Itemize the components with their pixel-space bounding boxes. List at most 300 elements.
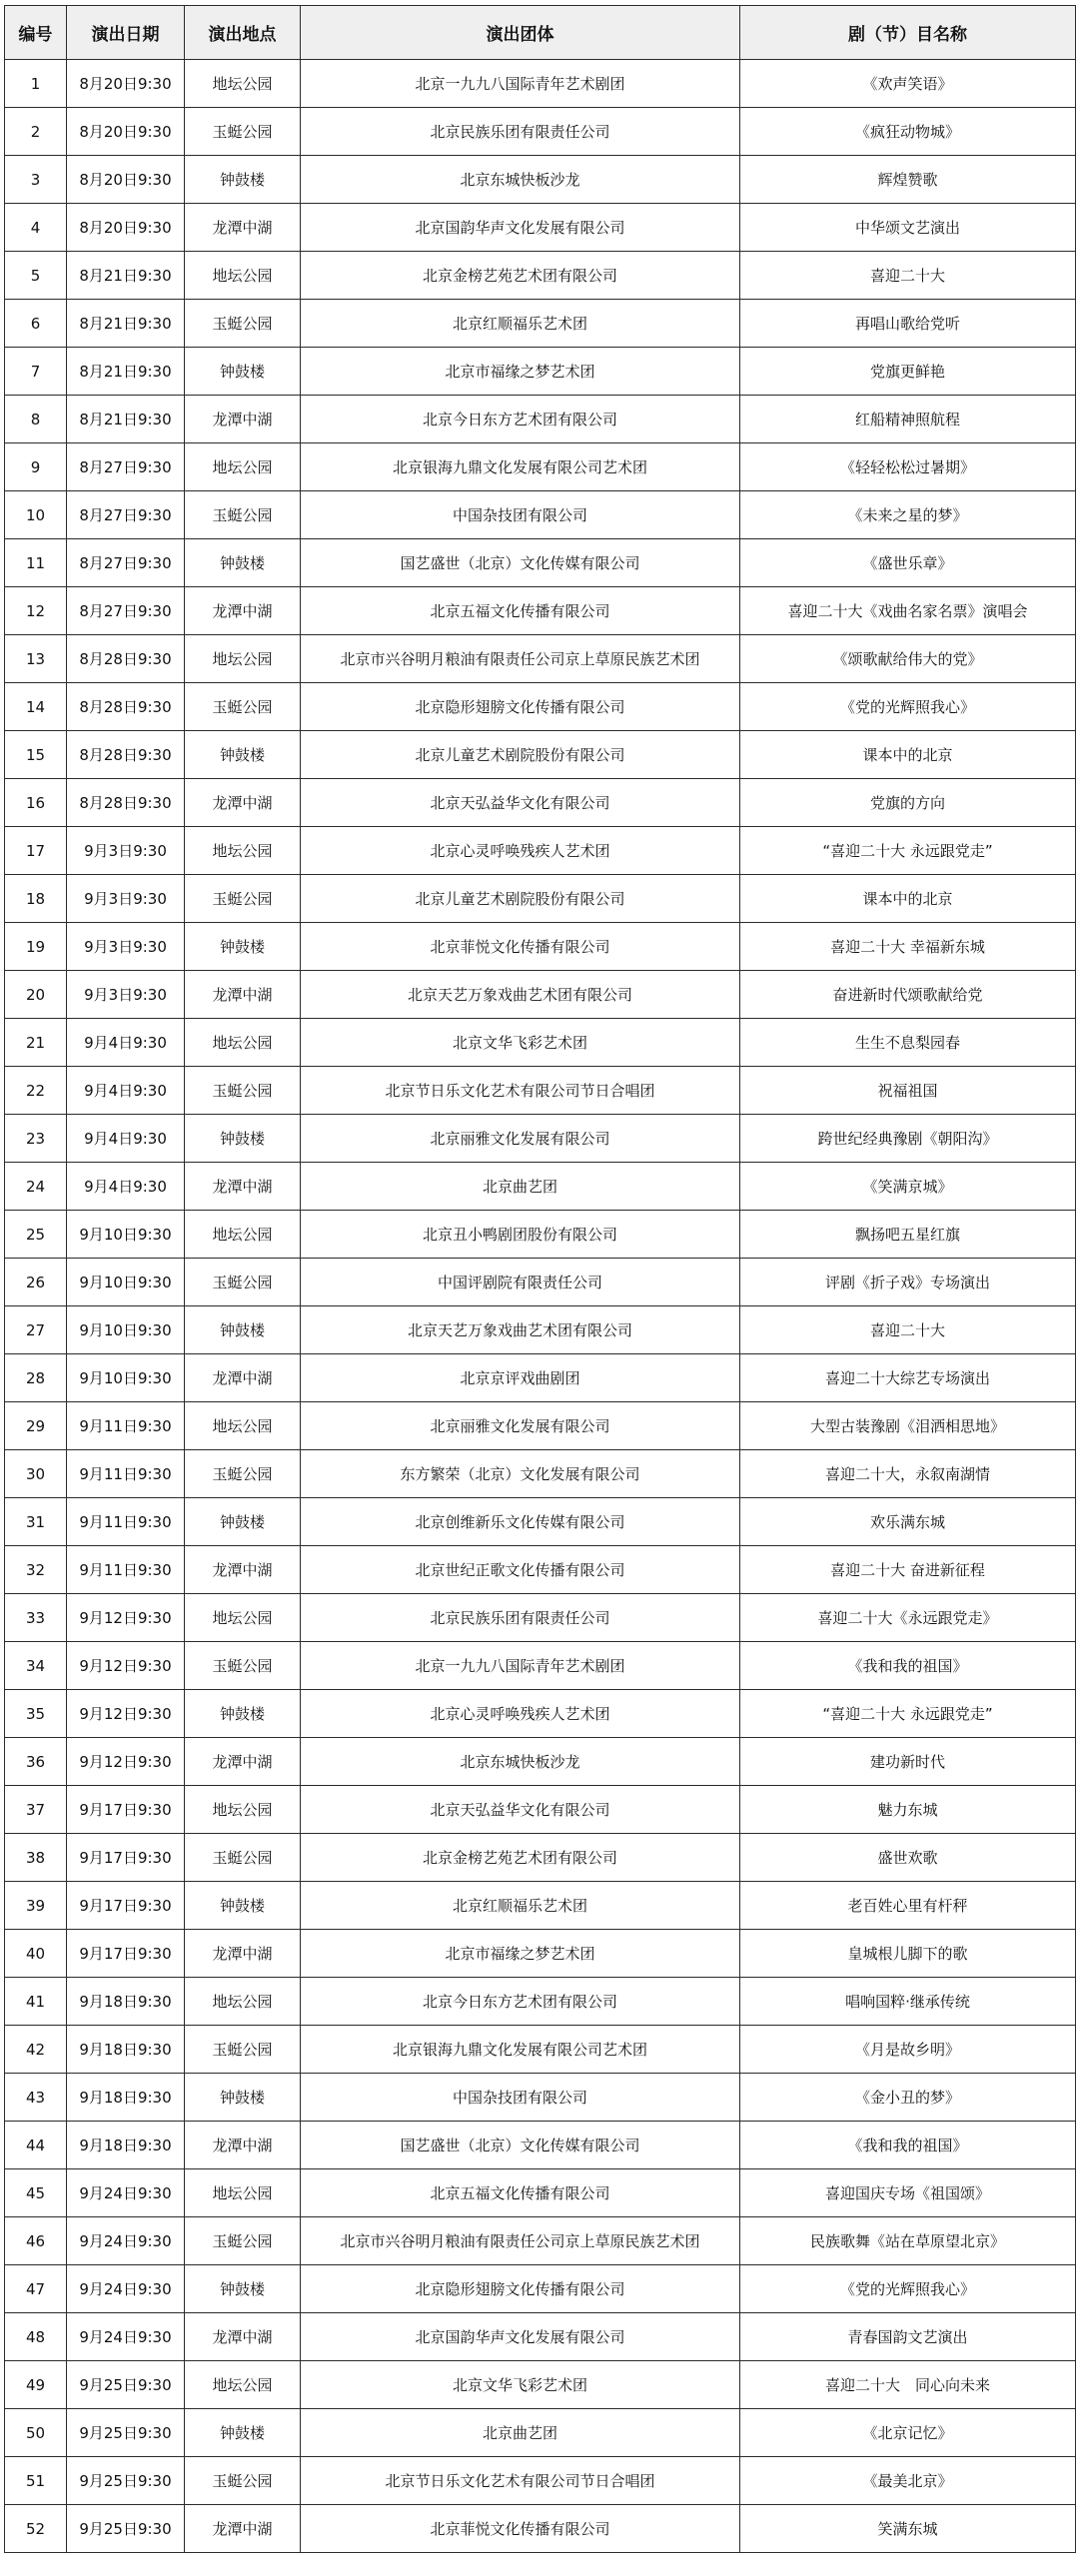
cell-program: 党旗更鲜艳 bbox=[740, 348, 1076, 396]
cell-program: 青春国韵文艺演出 bbox=[740, 2313, 1076, 2361]
cell-number: 24 bbox=[5, 1163, 67, 1211]
table-row bbox=[5, 2265, 1076, 2313]
table-row bbox=[5, 539, 1076, 587]
cell-number: 30 bbox=[5, 1450, 67, 1498]
cell-venue: 地坛公园 bbox=[185, 2169, 301, 2217]
cell-venue: 地坛公园 bbox=[185, 1594, 301, 1642]
cell-date: 9月11日9:30 bbox=[67, 1498, 185, 1546]
cell-troupe: 北京文华飞彩艺术团 bbox=[301, 1019, 740, 1067]
cell-venue: 玉蜓公园 bbox=[185, 1834, 301, 1882]
cell-venue: 地坛公园 bbox=[185, 827, 301, 875]
cell-date: 9月4日9:30 bbox=[67, 1115, 185, 1163]
cell-troupe: 北京心灵呼唤残疾人艺术团 bbox=[301, 1690, 740, 1738]
table-row bbox=[5, 2409, 1076, 2457]
header-date: 演出日期 bbox=[67, 6, 185, 60]
cell-number: 37 bbox=[5, 1786, 67, 1834]
table-row bbox=[5, 443, 1076, 491]
cell-venue: 地坛公园 bbox=[185, 1019, 301, 1067]
cell-venue: 龙潭中湖 bbox=[185, 971, 301, 1019]
cell-program: 大型古装豫剧《泪洒相思地》 bbox=[740, 1402, 1076, 1450]
cell-program: 喜迎国庆专场《祖国颂》 bbox=[740, 2169, 1076, 2217]
cell-venue: 龙潭中湖 bbox=[185, 587, 301, 635]
cell-date: 8月21日9:30 bbox=[67, 396, 185, 443]
cell-program: 课本中的北京 bbox=[740, 875, 1076, 923]
cell-number: 13 bbox=[5, 635, 67, 683]
cell-troupe: 北京民族乐团有限责任公司 bbox=[301, 108, 740, 156]
cell-program: 祝福祖国 bbox=[740, 1067, 1076, 1115]
cell-program: 《盛世乐章》 bbox=[740, 539, 1076, 587]
cell-program: 魅力东城 bbox=[740, 1786, 1076, 1834]
cell-date: 8月21日9:30 bbox=[67, 252, 185, 300]
cell-date: 9月4日9:30 bbox=[67, 1067, 185, 1115]
table-row bbox=[5, 779, 1076, 827]
cell-venue: 地坛公园 bbox=[185, 1786, 301, 1834]
table-row bbox=[5, 348, 1076, 396]
cell-number: 52 bbox=[5, 2505, 67, 2553]
header-venue: 演出地点 bbox=[185, 6, 301, 60]
cell-program: “喜迎二十大 永远跟党走” bbox=[740, 827, 1076, 875]
cell-program: 《欢声笑语》 bbox=[740, 60, 1076, 108]
cell-venue: 地坛公园 bbox=[185, 1402, 301, 1450]
cell-number: 19 bbox=[5, 923, 67, 971]
cell-number: 34 bbox=[5, 1642, 67, 1690]
cell-troupe: 北京红顺福乐艺术团 bbox=[301, 300, 740, 348]
cell-program: 《我和我的祖国》 bbox=[740, 2122, 1076, 2169]
cell-troupe: 北京红顺福乐艺术团 bbox=[301, 1882, 740, 1930]
table-row bbox=[5, 1211, 1076, 1259]
cell-venue: 玉蜓公园 bbox=[185, 875, 301, 923]
cell-date: 8月28日9:30 bbox=[67, 683, 185, 731]
cell-troupe: 东方繁荣（北京）文化发展有限公司 bbox=[301, 1450, 740, 1498]
cell-number: 5 bbox=[5, 252, 67, 300]
cell-troupe: 北京创维新乐文化传媒有限公司 bbox=[301, 1498, 740, 1546]
table-row bbox=[5, 2074, 1076, 2122]
cell-date: 9月18日9:30 bbox=[67, 2122, 185, 2169]
cell-program: 跨世纪经典豫剧《朝阳沟》 bbox=[740, 1115, 1076, 1163]
cell-date: 8月27日9:30 bbox=[67, 539, 185, 587]
cell-date: 8月20日9:30 bbox=[67, 156, 185, 204]
cell-venue: 龙潭中湖 bbox=[185, 1163, 301, 1211]
header-program: 剧（节）目名称 bbox=[740, 6, 1076, 60]
table-row bbox=[5, 1642, 1076, 1690]
table-row bbox=[5, 2122, 1076, 2169]
header-number: 编号 bbox=[5, 6, 67, 60]
header-row bbox=[5, 6, 1076, 60]
cell-venue: 龙潭中湖 bbox=[185, 396, 301, 443]
cell-number: 6 bbox=[5, 300, 67, 348]
table-row bbox=[5, 60, 1076, 108]
table-row bbox=[5, 2026, 1076, 2074]
cell-date: 9月3日9:30 bbox=[67, 827, 185, 875]
cell-date: 9月12日9:30 bbox=[67, 1594, 185, 1642]
cell-date: 9月11日9:30 bbox=[67, 1546, 185, 1594]
cell-number: 11 bbox=[5, 539, 67, 587]
cell-troupe: 北京东城快板沙龙 bbox=[301, 156, 740, 204]
cell-number: 35 bbox=[5, 1690, 67, 1738]
cell-program: 喜迎二十大综艺专场演出 bbox=[740, 1354, 1076, 1402]
cell-venue: 地坛公园 bbox=[185, 443, 301, 491]
table-row bbox=[5, 1786, 1076, 1834]
table-row bbox=[5, 252, 1076, 300]
cell-date: 9月17日9:30 bbox=[67, 1786, 185, 1834]
table-row bbox=[5, 1259, 1076, 1306]
cell-program: 《党的光辉照我心》 bbox=[740, 683, 1076, 731]
cell-date: 9月10日9:30 bbox=[67, 1354, 185, 1402]
cell-program: 喜迎二十大，永叙南湖情 bbox=[740, 1450, 1076, 1498]
cell-date: 9月17日9:30 bbox=[67, 1882, 185, 1930]
table-row bbox=[5, 731, 1076, 779]
cell-number: 22 bbox=[5, 1067, 67, 1115]
cell-number: 40 bbox=[5, 1930, 67, 1978]
cell-troupe: 北京丽雅文化发展有限公司 bbox=[301, 1115, 740, 1163]
cell-venue: 钟鼓楼 bbox=[185, 1882, 301, 1930]
cell-venue: 玉蜓公园 bbox=[185, 108, 301, 156]
cell-venue: 玉蜓公园 bbox=[185, 491, 301, 539]
cell-troupe: 中国杂技团有限公司 bbox=[301, 491, 740, 539]
cell-program: 喜迎二十大 同心向未来 bbox=[740, 2361, 1076, 2409]
cell-troupe: 北京今日东方艺术团有限公司 bbox=[301, 396, 740, 443]
cell-program: 喜迎二十大《戏曲名家名票》演唱会 bbox=[740, 587, 1076, 635]
cell-venue: 钟鼓楼 bbox=[185, 1690, 301, 1738]
cell-troupe: 北京文华飞彩艺术团 bbox=[301, 2361, 740, 2409]
table-row bbox=[5, 875, 1076, 923]
cell-number: 3 bbox=[5, 156, 67, 204]
cell-troupe: 北京五福文化传播有限公司 bbox=[301, 2169, 740, 2217]
cell-venue: 玉蜓公园 bbox=[185, 2457, 301, 2505]
cell-number: 18 bbox=[5, 875, 67, 923]
cell-date: 8月20日9:30 bbox=[67, 108, 185, 156]
cell-venue: 钟鼓楼 bbox=[185, 539, 301, 587]
table-row bbox=[5, 827, 1076, 875]
cell-date: 9月10日9:30 bbox=[67, 1306, 185, 1354]
cell-number: 16 bbox=[5, 779, 67, 827]
cell-troupe: 中国杂技团有限公司 bbox=[301, 2074, 740, 2122]
cell-date: 9月24日9:30 bbox=[67, 2313, 185, 2361]
cell-date: 8月21日9:30 bbox=[67, 300, 185, 348]
cell-number: 10 bbox=[5, 491, 67, 539]
cell-program: “喜迎二十大 永远跟党走” bbox=[740, 1690, 1076, 1738]
cell-number: 23 bbox=[5, 1115, 67, 1163]
cell-troupe: 国艺盛世（北京）文化传媒有限公司 bbox=[301, 2122, 740, 2169]
table-row bbox=[5, 1930, 1076, 1978]
cell-program: 党旗的方向 bbox=[740, 779, 1076, 827]
cell-date: 8月28日9:30 bbox=[67, 635, 185, 683]
table-row bbox=[5, 2217, 1076, 2265]
cell-program: 皇城根儿脚下的歌 bbox=[740, 1930, 1076, 1978]
cell-program: 喜迎二十大 bbox=[740, 1306, 1076, 1354]
cell-program: 盛世欢歌 bbox=[740, 1834, 1076, 1882]
cell-date: 8月20日9:30 bbox=[67, 204, 185, 252]
table-row bbox=[5, 1163, 1076, 1211]
cell-troupe: 北京京评戏曲剧团 bbox=[301, 1354, 740, 1402]
cell-venue: 地坛公园 bbox=[185, 1978, 301, 2026]
table-row bbox=[5, 587, 1076, 635]
cell-number: 7 bbox=[5, 348, 67, 396]
cell-number: 9 bbox=[5, 443, 67, 491]
header-troupe: 演出团体 bbox=[301, 6, 740, 60]
cell-date: 9月12日9:30 bbox=[67, 1690, 185, 1738]
cell-date: 9月18日9:30 bbox=[67, 2074, 185, 2122]
table-row bbox=[5, 1067, 1076, 1115]
cell-date: 9月12日9:30 bbox=[67, 1738, 185, 1786]
cell-program: 喜迎二十大 bbox=[740, 252, 1076, 300]
cell-program: 喜迎二十大 奋进新征程 bbox=[740, 1546, 1076, 1594]
cell-troupe: 国艺盛世（北京）文化传媒有限公司 bbox=[301, 539, 740, 587]
cell-program: 《金小丑的梦》 bbox=[740, 2074, 1076, 2122]
table-row bbox=[5, 2457, 1076, 2505]
cell-troupe: 北京世纪正歌文化传播有限公司 bbox=[301, 1546, 740, 1594]
table-row bbox=[5, 1019, 1076, 1067]
cell-number: 12 bbox=[5, 587, 67, 635]
cell-troupe: 北京市兴谷明月粮油有限责任公司京上草原民族艺术团 bbox=[301, 635, 740, 683]
table-row bbox=[5, 1690, 1076, 1738]
cell-troupe: 北京心灵呼唤残疾人艺术团 bbox=[301, 827, 740, 875]
cell-program: 《我和我的祖国》 bbox=[740, 1642, 1076, 1690]
cell-number: 4 bbox=[5, 204, 67, 252]
cell-troupe: 北京国韵华声文化发展有限公司 bbox=[301, 2313, 740, 2361]
table-row bbox=[5, 396, 1076, 443]
table-row bbox=[5, 108, 1076, 156]
cell-date: 8月28日9:30 bbox=[67, 731, 185, 779]
cell-program: 奋进新时代颂歌献给党 bbox=[740, 971, 1076, 1019]
cell-program: 再唱山歌给党听 bbox=[740, 300, 1076, 348]
cell-troupe: 北京市福缘之梦艺术团 bbox=[301, 1930, 740, 1978]
cell-program: 笑满东城 bbox=[740, 2505, 1076, 2553]
cell-date: 9月11日9:30 bbox=[67, 1450, 185, 1498]
performance-schedule-table bbox=[4, 5, 1076, 2553]
cell-troupe: 北京丽雅文化发展有限公司 bbox=[301, 1402, 740, 1450]
table-row bbox=[5, 1402, 1076, 1450]
table-row bbox=[5, 1498, 1076, 1546]
cell-date: 9月17日9:30 bbox=[67, 1930, 185, 1978]
cell-venue: 龙潭中湖 bbox=[185, 1354, 301, 1402]
cell-number: 8 bbox=[5, 396, 67, 443]
cell-date: 8月28日9:30 bbox=[67, 779, 185, 827]
table-row bbox=[5, 1115, 1076, 1163]
cell-venue: 地坛公园 bbox=[185, 1211, 301, 1259]
cell-troupe: 北京银海九鼎文化发展有限公司艺术团 bbox=[301, 443, 740, 491]
cell-venue: 龙潭中湖 bbox=[185, 2122, 301, 2169]
cell-date: 9月24日9:30 bbox=[67, 2265, 185, 2313]
table-row bbox=[5, 1882, 1076, 1930]
cell-program: 《月是故乡明》 bbox=[740, 2026, 1076, 2074]
cell-number: 17 bbox=[5, 827, 67, 875]
table-row bbox=[5, 923, 1076, 971]
cell-venue: 钟鼓楼 bbox=[185, 348, 301, 396]
cell-troupe: 北京今日东方艺术团有限公司 bbox=[301, 1978, 740, 2026]
cell-troupe: 北京曲艺团 bbox=[301, 2409, 740, 2457]
cell-number: 45 bbox=[5, 2169, 67, 2217]
cell-number: 32 bbox=[5, 1546, 67, 1594]
cell-venue: 钟鼓楼 bbox=[185, 923, 301, 971]
cell-venue: 地坛公园 bbox=[185, 635, 301, 683]
cell-troupe: 北京菲悦文化传播有限公司 bbox=[301, 2505, 740, 2553]
cell-number: 42 bbox=[5, 2026, 67, 2074]
cell-venue: 龙潭中湖 bbox=[185, 1930, 301, 1978]
cell-date: 9月4日9:30 bbox=[67, 1019, 185, 1067]
cell-number: 49 bbox=[5, 2361, 67, 2409]
table-row bbox=[5, 971, 1076, 1019]
cell-date: 9月24日9:30 bbox=[67, 2169, 185, 2217]
cell-venue: 钟鼓楼 bbox=[185, 2409, 301, 2457]
cell-date: 8月27日9:30 bbox=[67, 491, 185, 539]
cell-date: 9月10日9:30 bbox=[67, 1211, 185, 1259]
cell-number: 2 bbox=[5, 108, 67, 156]
cell-troupe: 北京隐形翅膀文化传播有限公司 bbox=[301, 2265, 740, 2313]
cell-date: 9月25日9:30 bbox=[67, 2409, 185, 2457]
cell-program: 中华颂文艺演出 bbox=[740, 204, 1076, 252]
cell-number: 43 bbox=[5, 2074, 67, 2122]
cell-program: 喜迎二十大《永远跟党走》 bbox=[740, 1594, 1076, 1642]
table-row bbox=[5, 1546, 1076, 1594]
table-row bbox=[5, 204, 1076, 252]
cell-venue: 玉蜓公园 bbox=[185, 2026, 301, 2074]
table-body bbox=[5, 60, 1076, 2553]
cell-venue: 龙潭中湖 bbox=[185, 2313, 301, 2361]
cell-troupe: 北京银海九鼎文化发展有限公司艺术团 bbox=[301, 2026, 740, 2074]
cell-program: 《轻轻松松过暑期》 bbox=[740, 443, 1076, 491]
cell-troupe: 北京五福文化传播有限公司 bbox=[301, 587, 740, 635]
cell-venue: 玉蜓公园 bbox=[185, 1259, 301, 1306]
cell-program: 唱响国粹·继承传统 bbox=[740, 1978, 1076, 2026]
cell-number: 33 bbox=[5, 1594, 67, 1642]
cell-date: 9月10日9:30 bbox=[67, 1259, 185, 1306]
cell-number: 50 bbox=[5, 2409, 67, 2457]
cell-program: 《未来之星的梦》 bbox=[740, 491, 1076, 539]
cell-program: 民族歌舞《站在草原望北京》 bbox=[740, 2217, 1076, 2265]
cell-date: 8月21日9:30 bbox=[67, 348, 185, 396]
cell-program: 课本中的北京 bbox=[740, 731, 1076, 779]
cell-venue: 玉蜓公园 bbox=[185, 1450, 301, 1498]
table-row bbox=[5, 2505, 1076, 2553]
cell-troupe: 北京市兴谷明月粮油有限责任公司京上草原民族艺术团 bbox=[301, 2217, 740, 2265]
cell-program: 红船精神照航程 bbox=[740, 396, 1076, 443]
cell-venue: 龙潭中湖 bbox=[185, 204, 301, 252]
cell-venue: 地坛公园 bbox=[185, 60, 301, 108]
cell-date: 9月3日9:30 bbox=[67, 971, 185, 1019]
cell-date: 8月20日9:30 bbox=[67, 60, 185, 108]
cell-venue: 玉蜓公园 bbox=[185, 1067, 301, 1115]
table-row bbox=[5, 2361, 1076, 2409]
cell-program: 辉煌赞歌 bbox=[740, 156, 1076, 204]
cell-program: 老百姓心里有杆秤 bbox=[740, 1882, 1076, 1930]
cell-number: 51 bbox=[5, 2457, 67, 2505]
table-row bbox=[5, 491, 1076, 539]
cell-number: 14 bbox=[5, 683, 67, 731]
cell-troupe: 北京一九九八国际青年艺术剧团 bbox=[301, 1642, 740, 1690]
cell-number: 31 bbox=[5, 1498, 67, 1546]
cell-venue: 玉蜓公园 bbox=[185, 2217, 301, 2265]
table-row bbox=[5, 2313, 1076, 2361]
cell-number: 39 bbox=[5, 1882, 67, 1930]
cell-program: 飘扬吧五星红旗 bbox=[740, 1211, 1076, 1259]
cell-troupe: 北京节日乐文化艺术有限公司节日合唱团 bbox=[301, 1067, 740, 1115]
cell-troupe: 中国评剧院有限责任公司 bbox=[301, 1259, 740, 1306]
cell-number: 44 bbox=[5, 2122, 67, 2169]
cell-program: 《最美北京》 bbox=[740, 2457, 1076, 2505]
cell-venue: 钟鼓楼 bbox=[185, 731, 301, 779]
cell-number: 15 bbox=[5, 731, 67, 779]
cell-date: 9月25日9:30 bbox=[67, 2505, 185, 2553]
cell-program: 《疯狂动物城》 bbox=[740, 108, 1076, 156]
cell-number: 48 bbox=[5, 2313, 67, 2361]
cell-program: 生生不息梨园春 bbox=[740, 1019, 1076, 1067]
cell-venue: 龙潭中湖 bbox=[185, 1738, 301, 1786]
table-row bbox=[5, 635, 1076, 683]
cell-troupe: 北京天艺万象戏曲艺术团有限公司 bbox=[301, 1306, 740, 1354]
cell-number: 20 bbox=[5, 971, 67, 1019]
cell-number: 46 bbox=[5, 2217, 67, 2265]
cell-number: 36 bbox=[5, 1738, 67, 1786]
table-header bbox=[5, 6, 1076, 60]
cell-venue: 龙潭中湖 bbox=[185, 779, 301, 827]
cell-venue: 钟鼓楼 bbox=[185, 1306, 301, 1354]
cell-date: 9月17日9:30 bbox=[67, 1834, 185, 1882]
cell-number: 25 bbox=[5, 1211, 67, 1259]
cell-program: 《颂歌献给伟大的党》 bbox=[740, 635, 1076, 683]
table-row bbox=[5, 683, 1076, 731]
cell-troupe: 北京民族乐团有限责任公司 bbox=[301, 1594, 740, 1642]
cell-number: 21 bbox=[5, 1019, 67, 1067]
cell-program: 喜迎二十大 幸福新东城 bbox=[740, 923, 1076, 971]
table-row bbox=[5, 300, 1076, 348]
cell-number: 38 bbox=[5, 1834, 67, 1882]
cell-date: 9月25日9:30 bbox=[67, 2457, 185, 2505]
cell-troupe: 北京儿童艺术剧院股份有限公司 bbox=[301, 731, 740, 779]
cell-troupe: 北京儿童艺术剧院股份有限公司 bbox=[301, 875, 740, 923]
cell-troupe: 北京曲艺团 bbox=[301, 1163, 740, 1211]
cell-venue: 钟鼓楼 bbox=[185, 1498, 301, 1546]
cell-venue: 龙潭中湖 bbox=[185, 1546, 301, 1594]
cell-troupe: 北京丑小鸭剧团股份有限公司 bbox=[301, 1211, 740, 1259]
cell-number: 27 bbox=[5, 1306, 67, 1354]
cell-venue: 玉蜓公园 bbox=[185, 300, 301, 348]
table-row bbox=[5, 1978, 1076, 2026]
cell-date: 8月27日9:30 bbox=[67, 443, 185, 491]
cell-number: 29 bbox=[5, 1402, 67, 1450]
cell-venue: 钟鼓楼 bbox=[185, 1115, 301, 1163]
cell-venue: 地坛公园 bbox=[185, 2361, 301, 2409]
cell-program: 《笑满京城》 bbox=[740, 1163, 1076, 1211]
cell-number: 26 bbox=[5, 1259, 67, 1306]
cell-program: 建功新时代 bbox=[740, 1738, 1076, 1786]
cell-program: 欢乐满东城 bbox=[740, 1498, 1076, 1546]
cell-date: 8月27日9:30 bbox=[67, 587, 185, 635]
cell-program: 《党的光辉照我心》 bbox=[740, 2265, 1076, 2313]
table-row bbox=[5, 1354, 1076, 1402]
cell-venue: 地坛公园 bbox=[185, 252, 301, 300]
cell-date: 9月18日9:30 bbox=[67, 2026, 185, 2074]
cell-date: 9月3日9:30 bbox=[67, 875, 185, 923]
cell-venue: 钟鼓楼 bbox=[185, 2265, 301, 2313]
table-row bbox=[5, 1450, 1076, 1498]
cell-date: 9月11日9:30 bbox=[67, 1402, 185, 1450]
cell-troupe: 北京天艺万象戏曲艺术团有限公司 bbox=[301, 971, 740, 1019]
cell-date: 9月3日9:30 bbox=[67, 923, 185, 971]
table-row bbox=[5, 1738, 1076, 1786]
cell-troupe: 北京金榜艺苑艺术团有限公司 bbox=[301, 252, 740, 300]
cell-date: 9月18日9:30 bbox=[67, 1978, 185, 2026]
table-row bbox=[5, 1306, 1076, 1354]
cell-troupe: 北京隐形翅膀文化传播有限公司 bbox=[301, 683, 740, 731]
cell-program: 评剧《折子戏》专场演出 bbox=[740, 1259, 1076, 1306]
cell-number: 47 bbox=[5, 2265, 67, 2313]
cell-venue: 玉蜓公园 bbox=[185, 1642, 301, 1690]
cell-venue: 钟鼓楼 bbox=[185, 2074, 301, 2122]
table-row bbox=[5, 2169, 1076, 2217]
cell-troupe: 北京一九九八国际青年艺术剧团 bbox=[301, 60, 740, 108]
cell-venue: 玉蜓公园 bbox=[185, 683, 301, 731]
